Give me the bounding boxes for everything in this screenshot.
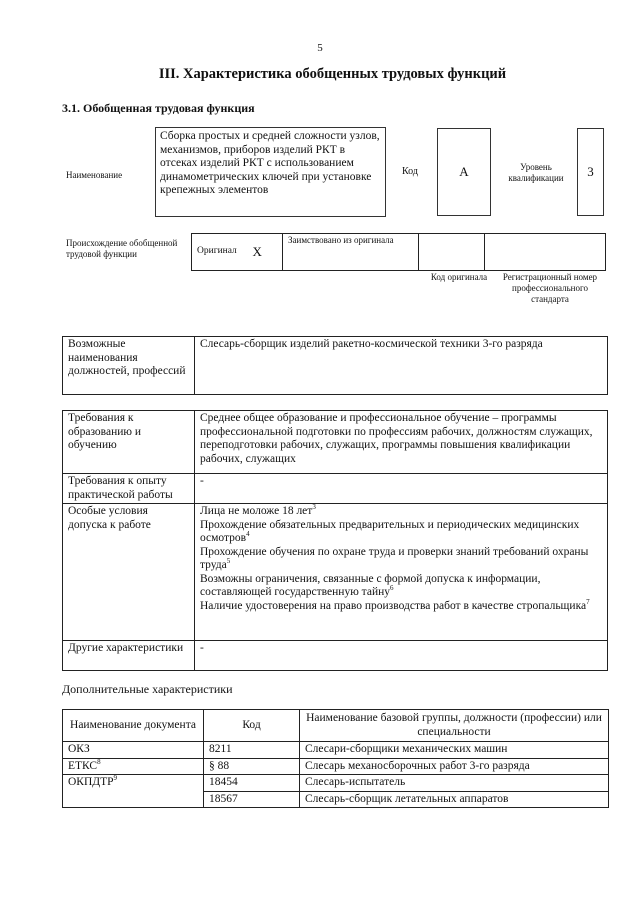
positions-value: Слесарь-сборщик изделий ракетно-космической техники 3-го разряда — [195, 337, 608, 395]
gtf-name-value: Сборка простых и средней сложности узлов, механизмов, приборов изделий РКТ в отсеках изделий РКТ с использованием динамометрических ключей при установке крепежных элементов — [155, 127, 386, 217]
gtf-name-label: Наименование — [66, 170, 123, 180]
condition-item: Прохождение обязательных предварительных и периодических медицинских осмотров$^4$ — [200, 518, 580, 544]
condition-item: Наличие удостоверения на право производства работ в качестве стропальщика$^7$ — [200, 597, 590, 612]
experience-value: - — [195, 474, 608, 504]
education-label: Требования к образованию и обучению — [63, 411, 195, 474]
subsection-title: 3.1. Обобщенная трудовая функция — [62, 101, 255, 115]
conditions-label: Особые условия допуска к работе — [63, 504, 195, 641]
name-cell: Слесарь-испытатель — [300, 775, 609, 792]
col-code-header: Код — [204, 710, 300, 742]
code-original-caption: Код оригинала — [430, 272, 488, 282]
code-cell: 18567 — [204, 791, 300, 808]
condition-item: Возможны ограничения, связанные с формой допуска к информации, составляющей государственную тайну$^6$ — [200, 572, 541, 598]
condition-item: Лица не моложе 18 лет$^3$ — [200, 503, 316, 517]
doc-cell: ОКЗ — [63, 742, 204, 759]
condition-item: Прохождение обучения по охране труда и проверки знаний требований охраны труда$^5$ — [200, 545, 589, 571]
additional-table — [62, 709, 609, 808]
gtf-code-label: Код — [402, 166, 418, 177]
other-label: Другие характеристики — [63, 641, 195, 671]
origin-table — [191, 233, 606, 271]
doc-cell: ЕТКС$^8$ — [63, 758, 204, 775]
name-cell: Слесарь-сборщик летательных аппаратов — [300, 791, 609, 808]
other-value: - — [195, 641, 608, 671]
name-cell: Слесари-сборщики механических машин — [300, 742, 609, 759]
page-number: 5 — [317, 42, 323, 54]
origin-code-cell — [419, 234, 485, 271]
additional-heading: Дополнительные характеристики — [62, 682, 233, 696]
name-cell: Слесарь механосборочных работ 3-го разряда — [300, 758, 609, 775]
education-value: Среднее общее образование и профессиональное обучение – программы профессиональной подготовки по профессиям рабочих, должностям служащих, переподготовки рабочих, служащих, программы повышения квалификации рабочих, служащих — [195, 411, 608, 474]
table-row — [63, 742, 609, 759]
gtf-code-value: А — [437, 128, 491, 216]
origin-original-label: Оригинал — [192, 234, 248, 271]
positions-label: Возможные наименования должностей, профессий — [63, 337, 195, 395]
doc-cell: ОКПДТР$^9$ — [63, 775, 204, 808]
col-name-header: Наименование базовой группы, должности (профессии) или специальности — [300, 710, 609, 742]
experience-label: Требования к опыту практической работы — [63, 474, 195, 504]
code-cell: 18454 — [204, 775, 300, 792]
code-cell: 8211 — [204, 742, 300, 759]
gtf-level-value: 3 — [577, 128, 604, 216]
table-row — [63, 758, 609, 775]
positions-table — [62, 336, 608, 395]
origin-reg-cell — [485, 234, 606, 271]
origin-original-mark: X — [248, 234, 283, 271]
table-row — [63, 775, 609, 792]
origin-label: Происхождение обобщенной трудовой функции — [66, 238, 178, 259]
gtf-level-label: Уровень квалификации — [508, 162, 564, 183]
col-doc-header: Наименование документа — [63, 710, 204, 742]
origin-borrowed-label: Заимствовано из оригинала — [283, 234, 419, 271]
code-cell: § 88 — [204, 758, 300, 775]
conditions-value — [195, 504, 608, 641]
requirements-table — [62, 410, 608, 671]
section-title: III. Характеристика обобщенных трудовых функций — [158, 66, 507, 82]
reg-number-caption: Регистрационный номер профессионального стандарта — [502, 272, 598, 304]
